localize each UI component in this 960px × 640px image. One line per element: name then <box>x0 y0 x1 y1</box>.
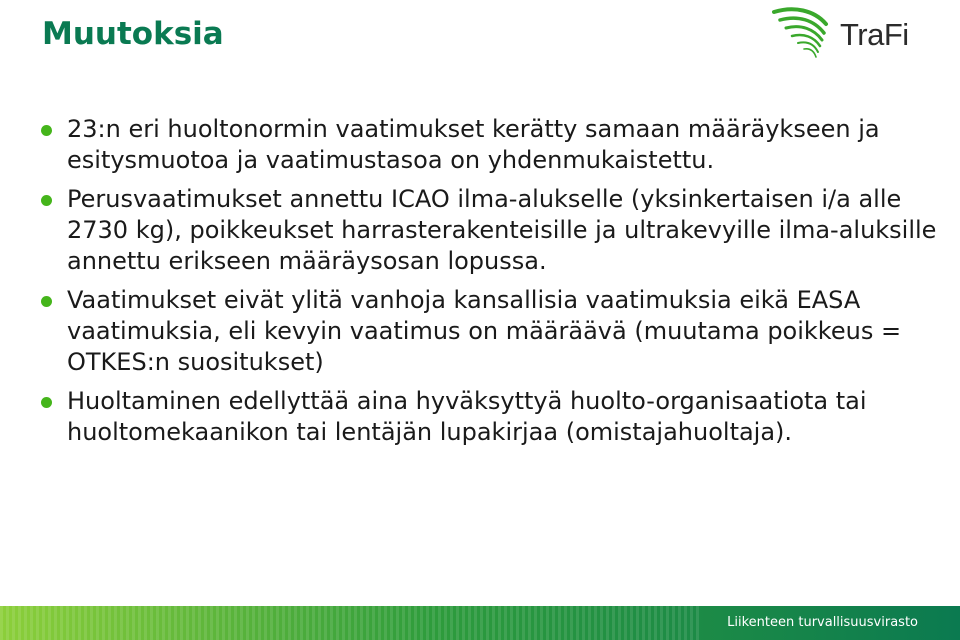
bullet-dot-icon <box>41 195 52 206</box>
slide-title: Muutoksia <box>42 16 224 52</box>
trafi-logo <box>768 2 948 66</box>
bullet-item <box>40 114 940 176</box>
bullet-text: 23:n eri huoltonormin vaatimukset kerätty samaan määräykseen ja esitysmuotoa ja vaatimustasoa on yhdenmukaistettu. <box>67 115 880 174</box>
bullet-item <box>40 285 940 378</box>
bullet-dot-icon <box>41 397 52 408</box>
bullet-text: Huoltaminen edellyttää aina hyväksyttyä huolto-organisaatiota tai huoltomekaanikon tai lentäjän lupakirjaa (omistajahuoltaja). <box>67 387 867 446</box>
footer-agency-name: Liikenteen turvallisuusvirasto <box>727 615 918 630</box>
trafi-swoosh-icon <box>768 2 840 66</box>
bullet-dot-icon <box>41 296 52 307</box>
bullet-list <box>40 114 940 456</box>
bullet-item <box>40 184 940 277</box>
bullet-text: Perusvaatimukset annettu ICAO ilma-alukselle (yksinkertaisen i/a alle 2730 kg), poikkeukset harrasterakenteisille ja ultrakevyille ilma-aluksille annettu erikseen määräysosan lopussa. <box>67 185 937 275</box>
bullet-text: Vaatimukset eivät ylitä vanhoja kansallisia vaatimuksia eikä EASA vaatimuksia, eli kevyin vaatimus on määräävä (muutama poikkeus = OTKES:n suositukset) <box>67 286 902 376</box>
logo-text: TraFi <box>840 17 909 52</box>
footer-bar <box>0 606 960 640</box>
bullet-item <box>40 386 940 448</box>
bullet-dot-icon <box>41 125 52 136</box>
